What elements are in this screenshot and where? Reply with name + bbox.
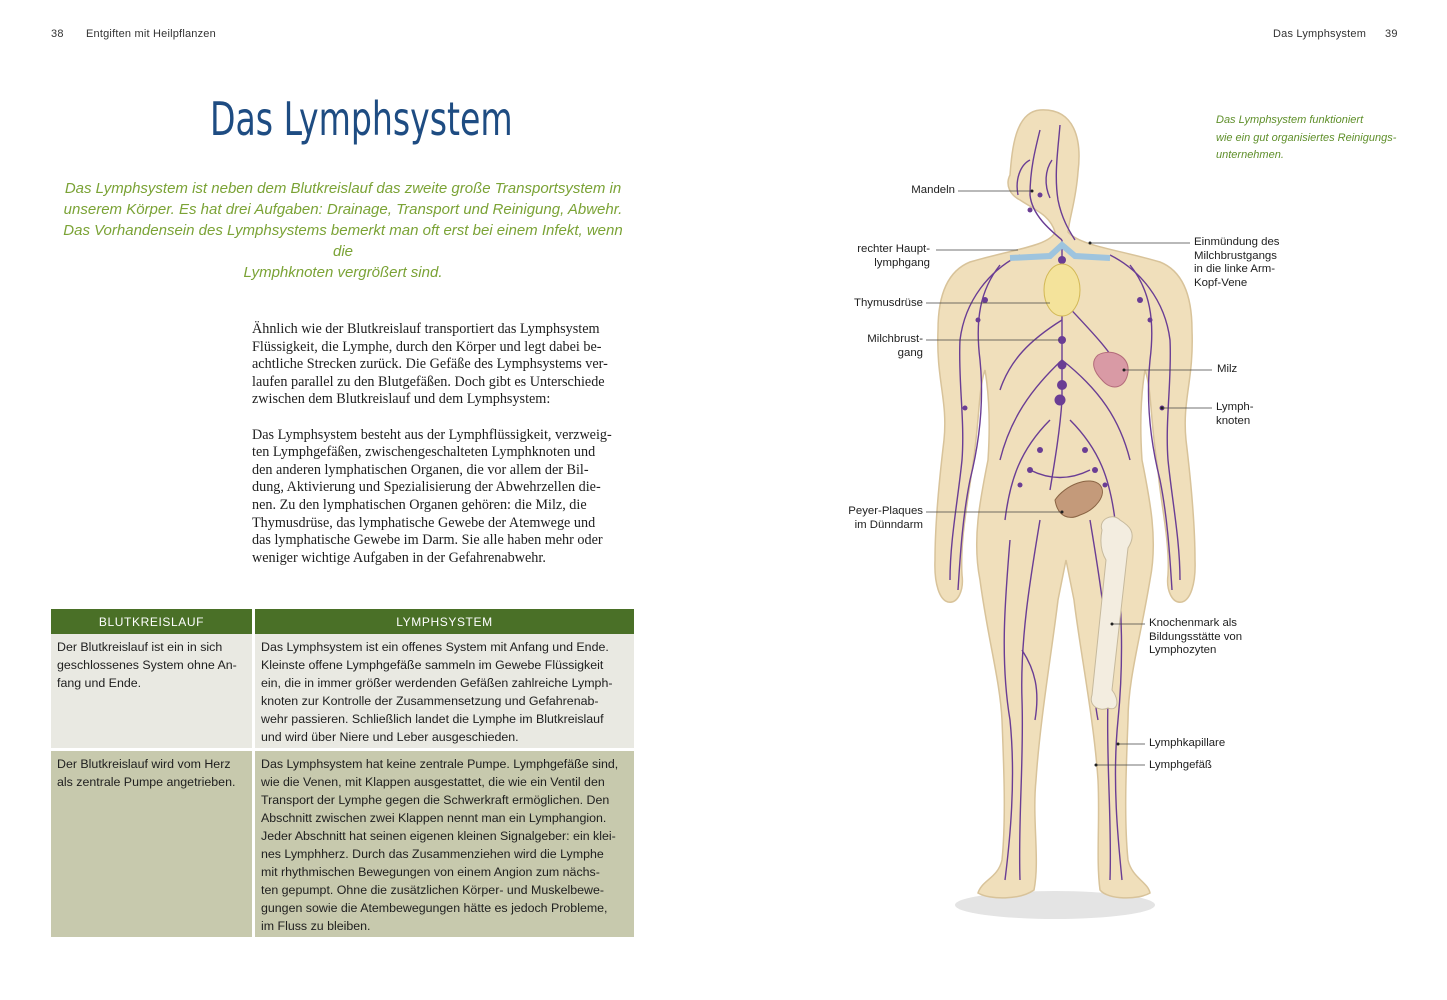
label-line: Lymphgefäß	[1149, 759, 1212, 771]
label-lymphknoten	[1216, 401, 1254, 428]
thymus-gland	[1044, 264, 1080, 316]
body-line: das lymphatische Gewebe im Darm. Sie alle haben mehr oder	[252, 532, 603, 549]
label-line: Peyer-Plaques	[848, 505, 923, 517]
label-line: Bildungsstätte von	[1149, 630, 1243, 643]
cell-line: ten gepumpt. Ohne die zusätzlichen Körper- und Muskelbewe-	[261, 883, 604, 897]
label-peyer-plaques	[830, 505, 923, 532]
body-line: nen. Zu den lymphatischen Organen gehören: die Milz, die	[252, 496, 587, 513]
lead-line: Lymphknoten vergrößert sind.	[243, 264, 443, 281]
cell-line: ein, die in immer größer werdenden Gefäßen zahlreiche Lymph-	[261, 676, 613, 690]
label-line: Lymphozyten	[1149, 644, 1217, 657]
body-line: Thymusdrüse, das lymphatische Gewebe der Atemwege und	[252, 514, 596, 531]
cell-line: nes Lymphherz. Durch das Zusammenziehen wird die Lymphe	[261, 847, 604, 861]
label-line: Einmündung des	[1194, 236, 1280, 248]
label-line: Kopf-Vene	[1194, 276, 1248, 289]
cell-line: geschlossenes System ohne An-	[57, 658, 237, 672]
cell-line: Der Blutkreislauf ist ein in sich	[57, 640, 223, 654]
body-line: achtliche Strecken zurück. Die Gefäße des Lymphsystems ver-	[252, 356, 608, 373]
cell-line: wie die Venen, mit Klappen ausgestattet, die wie ein Ventil den	[261, 775, 605, 789]
label-line: Lymph-	[1216, 401, 1254, 413]
lead-line: Das Lymphsystem ist neben dem Blutkreislauf das zweite große Transportsystem in	[64, 180, 622, 197]
cell-line: Der Blutkreislauf wird vom Herz	[57, 757, 231, 771]
label-line: gang	[897, 346, 923, 359]
running-title-left: Entgiften mit Heilpflanzen	[86, 28, 216, 40]
label-mandeln	[880, 184, 955, 198]
body-line: dung, Aktivierung und Spezialisierung der Abwehrzellen die-	[252, 479, 601, 496]
cell-line: als zentrale Pumpe angetrieben.	[57, 775, 236, 789]
label-thymusdruese	[830, 297, 923, 311]
label-line: Milz	[1217, 363, 1238, 375]
label-line: in die linke Arm-	[1194, 263, 1276, 276]
label-knochenmark	[1149, 617, 1242, 658]
cell-line: Jeder Abschnitt hat seinen eigenen kleinen Signalgeber: ein klei-	[261, 829, 616, 843]
lead-line: unserem Körper. Es hat drei Aufgaben: Drainage, Transport und Reinigung, Abwehr.	[63, 201, 623, 218]
cell-line: und wird über Niere und Leber ausgeschieden.	[261, 730, 519, 744]
column-header-blutkreislauf: BLUTKREISLAUF	[51, 609, 254, 634]
cell-line: knoten zur Kontrolle der Zusammensetzung und Gefahrenab-	[261, 694, 599, 708]
cell-line: Das Lymphsystem ist ein offenes System mit Anfang und Ende.	[261, 640, 609, 654]
body-line: zwischen dem Blutkreislauf und dem Lymphsystem:	[252, 391, 551, 408]
label-line: knoten	[1216, 414, 1251, 427]
label-line: rechter Haupt-	[857, 243, 930, 255]
caption-line: Das Lymphsystem funktioniert	[1216, 114, 1364, 126]
cell-line: mit rhythmischen Bewegungen von einem Angion zum nächs-	[261, 865, 600, 879]
label-line: Lymphkapillare	[1149, 737, 1226, 749]
lead-line: Das Vorhandensein des Lymphsystems bemerkt man oft erst bei einem Infekt, wenn die	[63, 222, 623, 260]
label-lymphkapillare	[1149, 737, 1225, 751]
label-milz	[1217, 363, 1237, 377]
label-hauptlymphgang	[830, 243, 930, 270]
label-line: Mandeln	[911, 184, 955, 196]
caption-line: unternehmen.	[1216, 149, 1284, 161]
label-line: Thymusdrüse	[853, 297, 923, 309]
label-einmuendung	[1194, 236, 1280, 290]
label-line: im Dünndarm	[854, 518, 923, 531]
page-number-right: 39	[1385, 28, 1398, 40]
body-line: weniger wichtige Aufgaben in der Gefahrenabwehr.	[252, 549, 546, 566]
cell-line: im Fluss zu bleiben.	[261, 919, 371, 933]
running-title-right: Das Lymphsystem	[1273, 28, 1367, 40]
cell-line: fang und Ende.	[57, 676, 142, 690]
body-line: laufen parallel zu den Blutgefäßen. Doch gibt es Unterschiede	[252, 373, 605, 390]
label-line: Milchbrust-	[867, 333, 923, 345]
body-line: Flüssigkeit, die Lymphe, durch den Körper und legt dabei be-	[252, 338, 602, 355]
caption-line: wie ein gut organisiertes Reinigungs-	[1216, 131, 1397, 144]
body-line: ten Lymphgefäßen, zwischengeschalteten Lymphknoten und	[252, 444, 596, 461]
body-line: Ähnlich wie der Blutkreislauf transportiert das Lymphsystem	[252, 321, 600, 337]
cell-line: wehr passieren. Schließlich landet die Lymphe im Blutkreislauf	[261, 712, 604, 726]
cell-line: Transport der Lymphe gegen die Schwerkraft ermöglichen. Den	[261, 793, 610, 807]
label-line: Milchbrustgangs	[1194, 249, 1277, 262]
page-number-left: 38	[51, 28, 64, 40]
label-line: lymphgang	[874, 256, 930, 269]
cell-line: Abschnitt zwischen zwei Klappen nennt man ein Lymphangion.	[261, 811, 607, 825]
column-header-lymphsystem: LYMPHSYSTEM	[254, 609, 635, 634]
body-line: Das Lymphsystem besteht aus der Lymphflüssigkeit, verzweig-	[252, 426, 612, 443]
label-lymphgefaess	[1149, 759, 1212, 773]
label-line: Knochenmark als	[1149, 617, 1238, 629]
body-line: den anderen lymphatischen Organen, die vor allem der Bil-	[252, 461, 589, 478]
cell-line: Kleinste offene Lymphgefäße sammeln im Gewebe Flüssigkeit	[261, 658, 604, 672]
cell-line: Das Lymphsystem hat keine zentrale Pumpe. Lymphgefäße sind,	[261, 757, 619, 771]
cell-line: gungen sowie die Atembewegungen hätte es jedoch Probleme,	[261, 901, 608, 915]
page-title: Das Lymphsystem	[210, 92, 513, 146]
label-milchbrustgang	[830, 333, 923, 360]
